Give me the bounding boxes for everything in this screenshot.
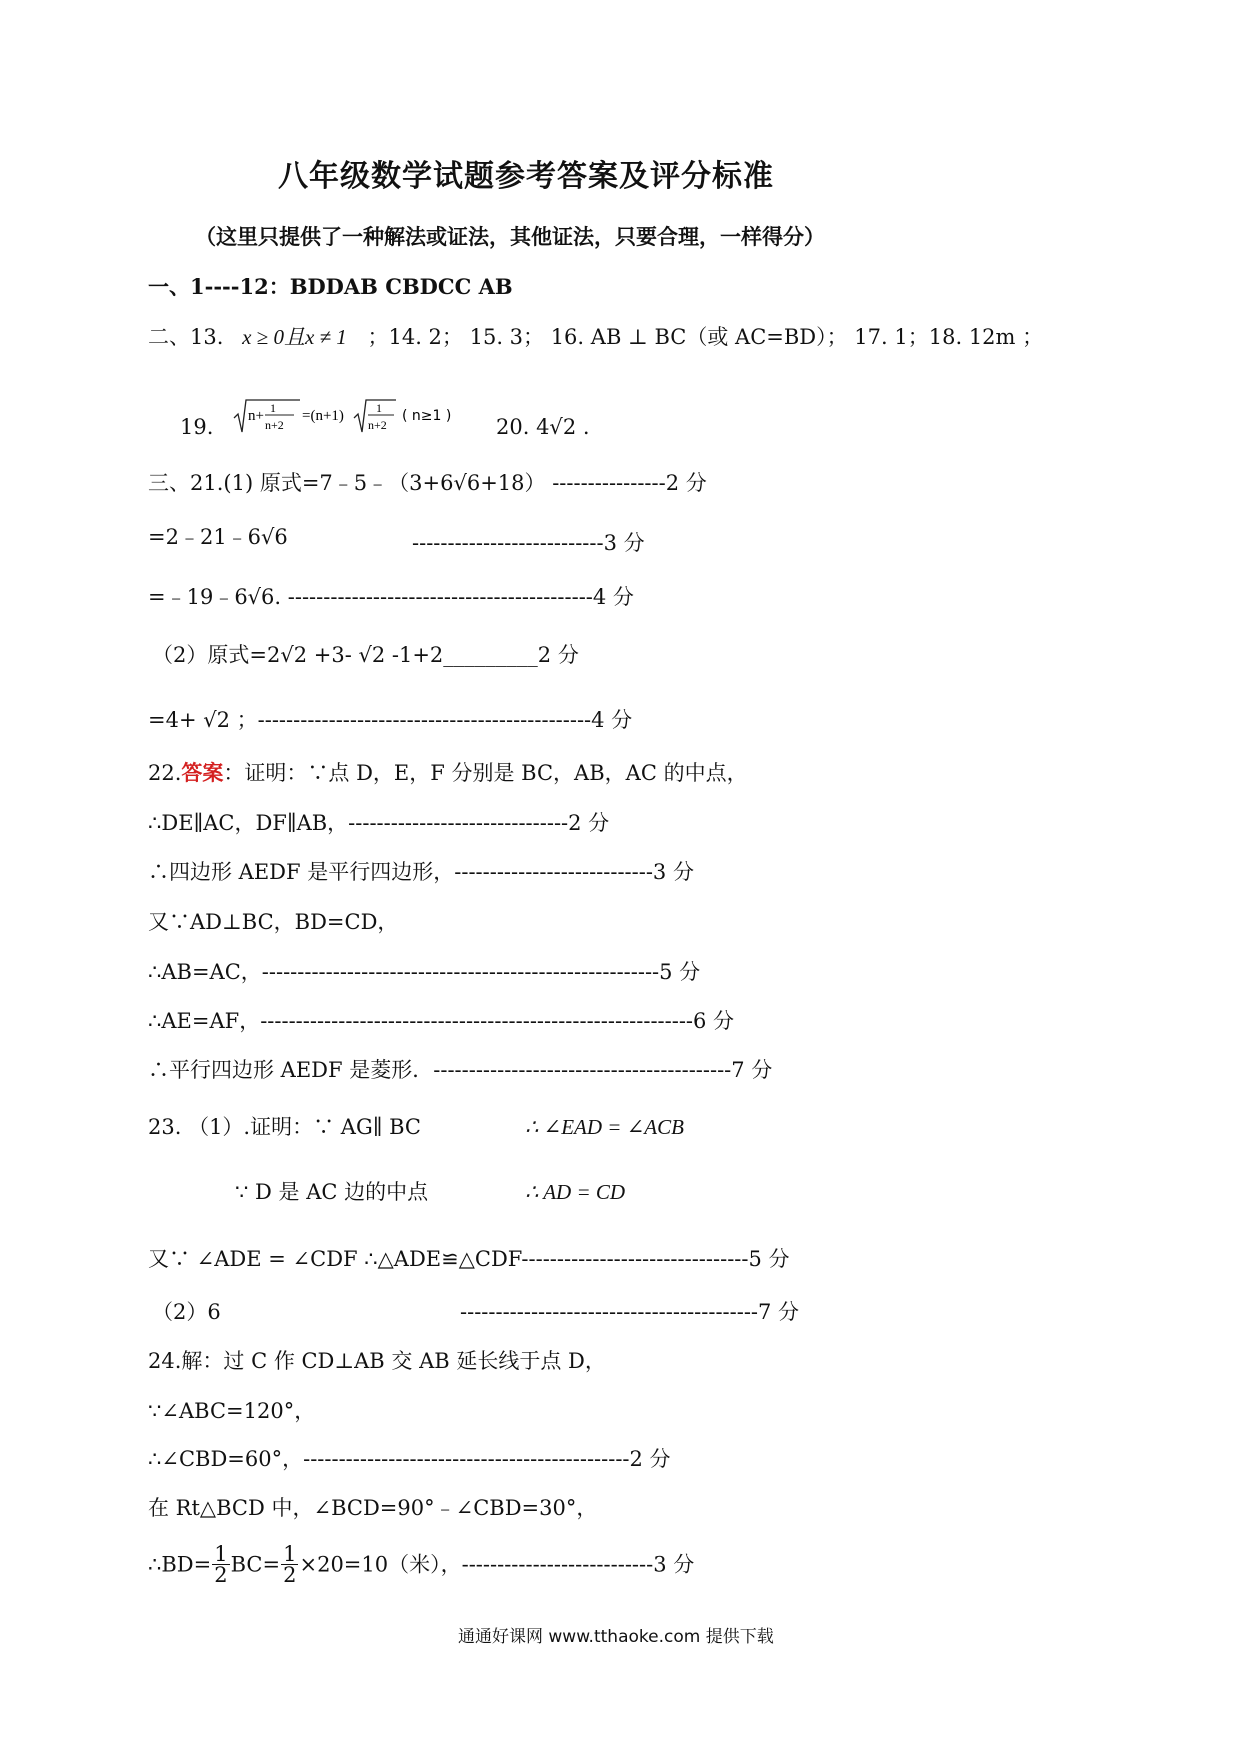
half-fraction-1: $\frac{1}{2}$ (214, 1542, 228, 1587)
s22-line-6: ∴AE=AF，-------------------------------------------------------------6 分 (148, 1009, 735, 1033)
s21-line-4: （2）原式=2√2 +3- √2 -1+2_________2 分 (152, 643, 579, 667)
q20-answer: 20. 4√2 . (496, 415, 590, 439)
s22-line-7: ∴平行四边形 AEDF 是菱形．------------------------------------------7 分 (148, 1058, 773, 1082)
s23-line-4-score: ------------------------------------------7 分 (460, 1300, 800, 1324)
s23-line-1-left: 23. （1）.证明：∵ AG∥ BC (148, 1115, 421, 1139)
svg-text:( n≥1 ): ( n≥1 ) (402, 408, 452, 424)
s22-line-4: 又∵AD⊥BC，BD=CD， (148, 910, 399, 934)
s22-line-5: ∴AB=AC，--------------------------------------------------------5 分 (148, 960, 701, 984)
q19-formula-image (232, 396, 472, 444)
section-1-answers: 一、1----12：BDDAB CBDCC AB (148, 274, 513, 299)
section-2-prefix: 二、13. (148, 325, 224, 349)
s23-line-2-right: ∴ AD = CD (525, 1180, 626, 1204)
page-subtitle: （这里只提供了一种解法或证法，其他证法，只要合理，一样得分） (195, 224, 825, 249)
s23-line-4-answer: （2）6 (152, 1300, 221, 1324)
s24-bd-label: ∴BD= (148, 1552, 212, 1577)
s22-number: 22. (148, 761, 182, 785)
page-footer: 通通好课网 www.tthaoke.com 提供下载 (458, 1627, 774, 1647)
half-fraction-2: $\frac{1}{2}$ (283, 1542, 297, 1587)
page-title: 八年级数学试题参考答案及评分标准 (278, 159, 774, 194)
s23-line-3: 又∵ ∠ADE = ∠CDF ∴△ADE≌△CDF--------------------------------5 分 (148, 1247, 790, 1271)
s23-line-2-left: ∵ D 是 AC 边的中点 (235, 1180, 429, 1204)
svg-text:=(n+1): =(n+1) (302, 408, 344, 424)
s21-line-2-expr: =2﹣21﹣6√6 (148, 525, 288, 549)
s21-line-1: 三、21.(1) 原式=7﹣5﹣（3+6√6+18） ----------------2 分 (148, 471, 707, 495)
s23-line-1-right: ∴ ∠EAD = ∠ACB (525, 1115, 684, 1139)
svg-text:n+: n+ (248, 408, 264, 424)
section-2-rest: ；14. 2； 15. 3； 16. AB ⊥ BC（或 AC=BD）； 17. 1；18. 12m ； (367, 325, 1044, 349)
q19-label: 19. (180, 415, 214, 439)
q19-radical-formula (232, 396, 472, 436)
svg-text:n+2: n+2 (368, 418, 387, 432)
s22-line-3: ∴四边形 AEDF 是平行四边形，----------------------------3 分 (148, 860, 694, 884)
s24-line-2: ∵∠ABC=120°， (148, 1399, 316, 1423)
s24-result: ×20=10（米），---------------------------3 分 (299, 1552, 695, 1577)
svg-text:1: 1 (270, 401, 276, 415)
s24-line-4: 在 Rt△BCD 中，∠BCD=90°﹣∠CBD=30°， (148, 1496, 598, 1520)
q13-answer: x ≥ 0且x ≠ 1 (242, 325, 347, 349)
s22-line-1 (148, 758, 748, 788)
s21-line-5: =4+ √2 ；-----------------------------------------------4 分 (148, 708, 633, 732)
s21-line-3: =﹣19﹣6√6. -------------------------------------------4 分 (148, 585, 634, 609)
answer-tag: 答案 (181, 760, 224, 785)
s24-line-1: 24.解：过 C 作 CD⊥AB 交 AB 延长线于点 D， (148, 1349, 606, 1373)
s24-line-3: ∴∠CBD=60°，----------------------------------------------2 分 (148, 1447, 671, 1471)
s24-bc-label: BC= (230, 1552, 281, 1577)
svg-text:n+2: n+2 (265, 418, 284, 432)
s22-proof-start: ：证明：∵点 D，E，F 分别是 BC，AB，AC 的中点， (223, 761, 748, 785)
svg-text:1: 1 (376, 401, 382, 415)
s22-line-2: ∴DE∥AC，DF∥AB，-------------------------------2 分 (148, 811, 610, 835)
s24-line-5 (148, 1535, 694, 1593)
section-2-line (148, 322, 1043, 352)
s21-line-2-score: ---------------------------3 分 (412, 531, 645, 555)
